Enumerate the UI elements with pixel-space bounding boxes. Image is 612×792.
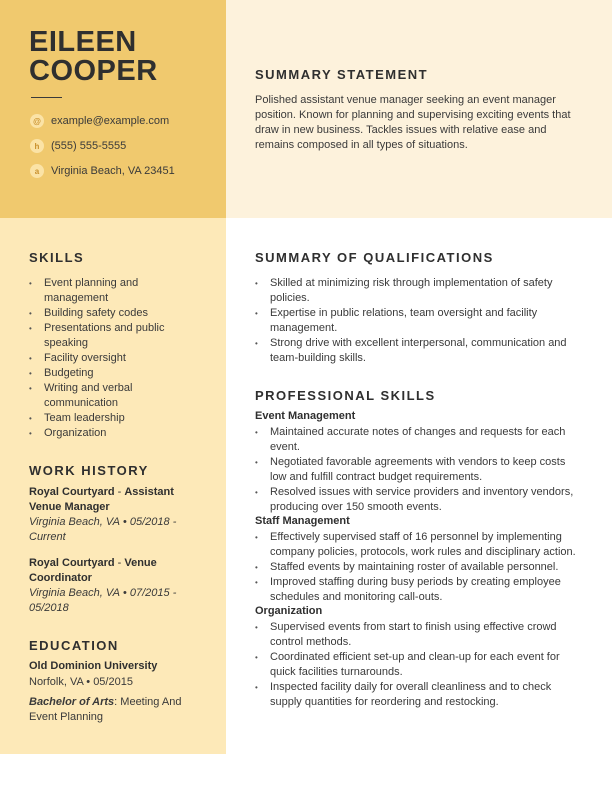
address-icon: a [30,164,44,178]
qualification-item: • Skilled at minimizing risk through implementation of safety policies. [255,276,577,306]
job-location: Virginia Beach, VA [29,516,120,528]
qualifications-list [255,276,577,366]
skill-item: • Presentations and public speaking [29,321,189,351]
skill-item: • Team leadership [29,411,189,426]
skill-group-item: • Resolved issues with service providers and inventory vendors, producing over 150 smooth events. [255,485,577,515]
job-separator: - [114,557,125,569]
contact-email[interactable] [30,114,169,128]
candidate-name [29,28,158,86]
job-meta-2: Virginia Beach, VA • 07/2015 - 05/2018 [29,587,177,614]
education-date: 05/2015 [93,676,133,688]
skill-item: • Budgeting [29,366,189,381]
email-icon: @ [30,114,44,128]
skill-group-list [255,425,577,515]
phone-icon: h [30,139,44,153]
skill-group-item: • Coordinated efficient set-up and clean-up for each event for quick facilities turnarounds. [255,650,577,680]
skill-item: • Organization [29,426,189,441]
education-degree: Bachelor of Arts [29,696,115,708]
education-degree-line [29,695,204,725]
skill-item: • Event planning and management [29,276,189,306]
job-dates: 05/2018 - Current [29,516,177,543]
skill-group-title: Staff Management [255,515,350,527]
skill-group-list [255,620,577,710]
summary-heading: SUMMARY STATEMENT [255,67,429,82]
qualification-item: • Expertise in public relations, team oversight and facility management. [255,306,577,336]
qualification-item: • Strong drive with excellent interpersonal, communication and team-building skills. [255,336,577,366]
skill-group-item: • Inspected facility daily for overall cleanliness and to check supply quantities for reordering and restocking. [255,680,577,710]
qualifications-heading: SUMMARY OF QUALIFICATIONS [255,250,494,265]
skill-group-item: • Staffed events by maintaining roster of available personnel. [255,560,580,575]
job-employer: Royal Courtyard [29,486,115,498]
professional-skills-heading: PROFESSIONAL SKILLS [255,388,436,403]
job-title-2 [29,556,209,586]
skill-group-title: Event Management [255,410,356,422]
skill-item: • Building safety codes [29,306,189,321]
last-name: COOPER [29,55,158,87]
skill-group-item: • Maintained accurate notes of changes and requests for each event. [255,425,577,455]
name-divider [31,97,62,98]
address-text: Virginia Beach, VA 23451 [51,165,175,177]
job-location: Virginia Beach, VA [29,587,120,599]
skill-item: • Writing and verbal communication [29,381,189,411]
job-role: Venue Coordinator [29,557,157,584]
skill-item: • Facility oversight [29,351,189,366]
skills-heading: SKILLS [29,250,85,265]
education-school: Old Dominion University [29,660,158,672]
skills-list [29,276,189,441]
first-name: EILEEN [29,26,137,58]
contact-address [30,164,175,178]
job-role: Assistant Venue Manager [29,486,174,513]
contact-phone[interactable] [30,139,126,153]
skill-group-item: • Negotiated favorable agreements with vendors to keep costs low and fulfill contract budget requirements. [255,455,577,485]
job-employer: Royal Courtyard [29,557,115,569]
skill-group-item: • Effectively supervised staff of 16 personnel by implementing company policies, protocols, work rules and disciplinary action. [255,530,580,560]
phone-text: (555) 555-5555 [51,140,127,152]
summary-text: Polished assistant venue manager seeking an event manager position. Known for planning and supervising exciting events that draw in new business. Tackles issues with relative ease and remains composed in all types of situations. [255,94,571,151]
education-meta: Norfolk, VA • 05/2015 [29,676,133,688]
skill-group-list [255,530,580,605]
skill-group-title: Organization [255,605,323,617]
education-field: : Meeting And Event Planning [29,696,182,723]
education-location: Norfolk, VA [29,676,84,688]
education-heading: EDUCATION [29,638,119,653]
email-text: example@example.com [51,115,170,127]
job-title-1 [29,485,209,515]
work-history-heading: WORK HISTORY [29,463,149,478]
job-separator: - [114,486,125,498]
job-dates: 07/2015 - 05/2018 [29,587,177,614]
job-meta-1: Virginia Beach, VA • 05/2018 - Current [29,516,177,543]
skill-group-item: • Supervised events from start to finish using effective crowd control methods. [255,620,577,650]
skill-group-item: • Improved staffing during busy periods by creating employee schedules and monitoring call-outs. [255,575,580,605]
